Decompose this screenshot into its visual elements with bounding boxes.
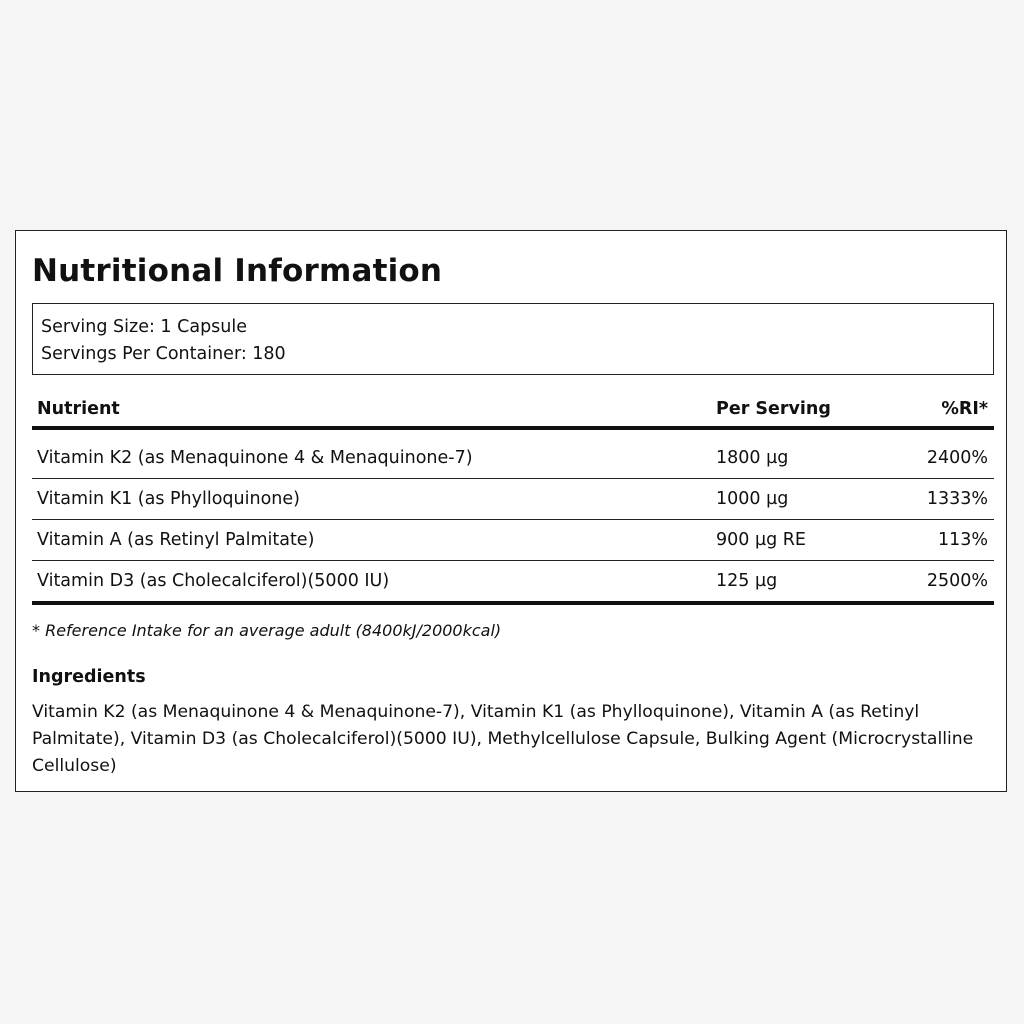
nutrient-ri: 113% — [937, 530, 988, 550]
header-nutrient: Nutrient — [37, 399, 120, 419]
header-ri: %RI* — [941, 399, 988, 419]
nutrient-name: Vitamin K2 (as Menaquinone 4 & Menaquinone-7) — [37, 448, 473, 468]
table-header-row — [32, 391, 994, 430]
nutrient-table — [32, 391, 994, 605]
nutrient-ri: 2400% — [926, 448, 988, 468]
servings-per-container: Servings Per Container: 180 — [41, 344, 286, 364]
ingredients-heading: Ingredients — [32, 667, 146, 687]
nutrient-name: Vitamin K1 (as Phylloquinone) — [37, 489, 300, 509]
serving-size: Serving Size: 1 Capsule — [41, 317, 248, 337]
table-row — [32, 438, 994, 479]
nutrient-ri: 1333% — [926, 489, 988, 509]
header-per-serving: Per Serving — [716, 399, 831, 419]
nutrient-name: Vitamin A (as Retinyl Palmitate) — [37, 530, 315, 550]
ingredients-text: Vitamin K2 (as Menaquinone 4 & Menaquinone-7), Vitamin K1 (as Phylloquinone), Vitamin A (as Retinyl Palmitate), Vitamin D3 (as Cholecalciferol)(5000 IU), Methylcellulose Capsule, Bulking Agent (Microcrystalline Cellulose) — [32, 702, 974, 776]
serving-info-box — [32, 303, 994, 375]
nutrient-amount: 1000 µg — [716, 489, 789, 509]
table-row — [32, 479, 994, 520]
nutrient-ri: 2500% — [926, 571, 988, 591]
nutrient-amount: 1800 µg — [716, 448, 789, 468]
nutrition-panel — [15, 230, 1007, 792]
reference-intake-footnote: * Reference Intake for an average adult (8400kJ/2000kcal) — [32, 621, 502, 640]
table-row — [32, 561, 994, 605]
nutrient-amount: 125 µg — [716, 571, 778, 591]
table-row — [32, 520, 994, 561]
nutrient-amount: 900 µg RE — [716, 530, 806, 550]
panel-title: Nutritional Information — [32, 253, 443, 289]
nutrient-name: Vitamin D3 (as Cholecalciferol)(5000 IU) — [37, 571, 390, 591]
